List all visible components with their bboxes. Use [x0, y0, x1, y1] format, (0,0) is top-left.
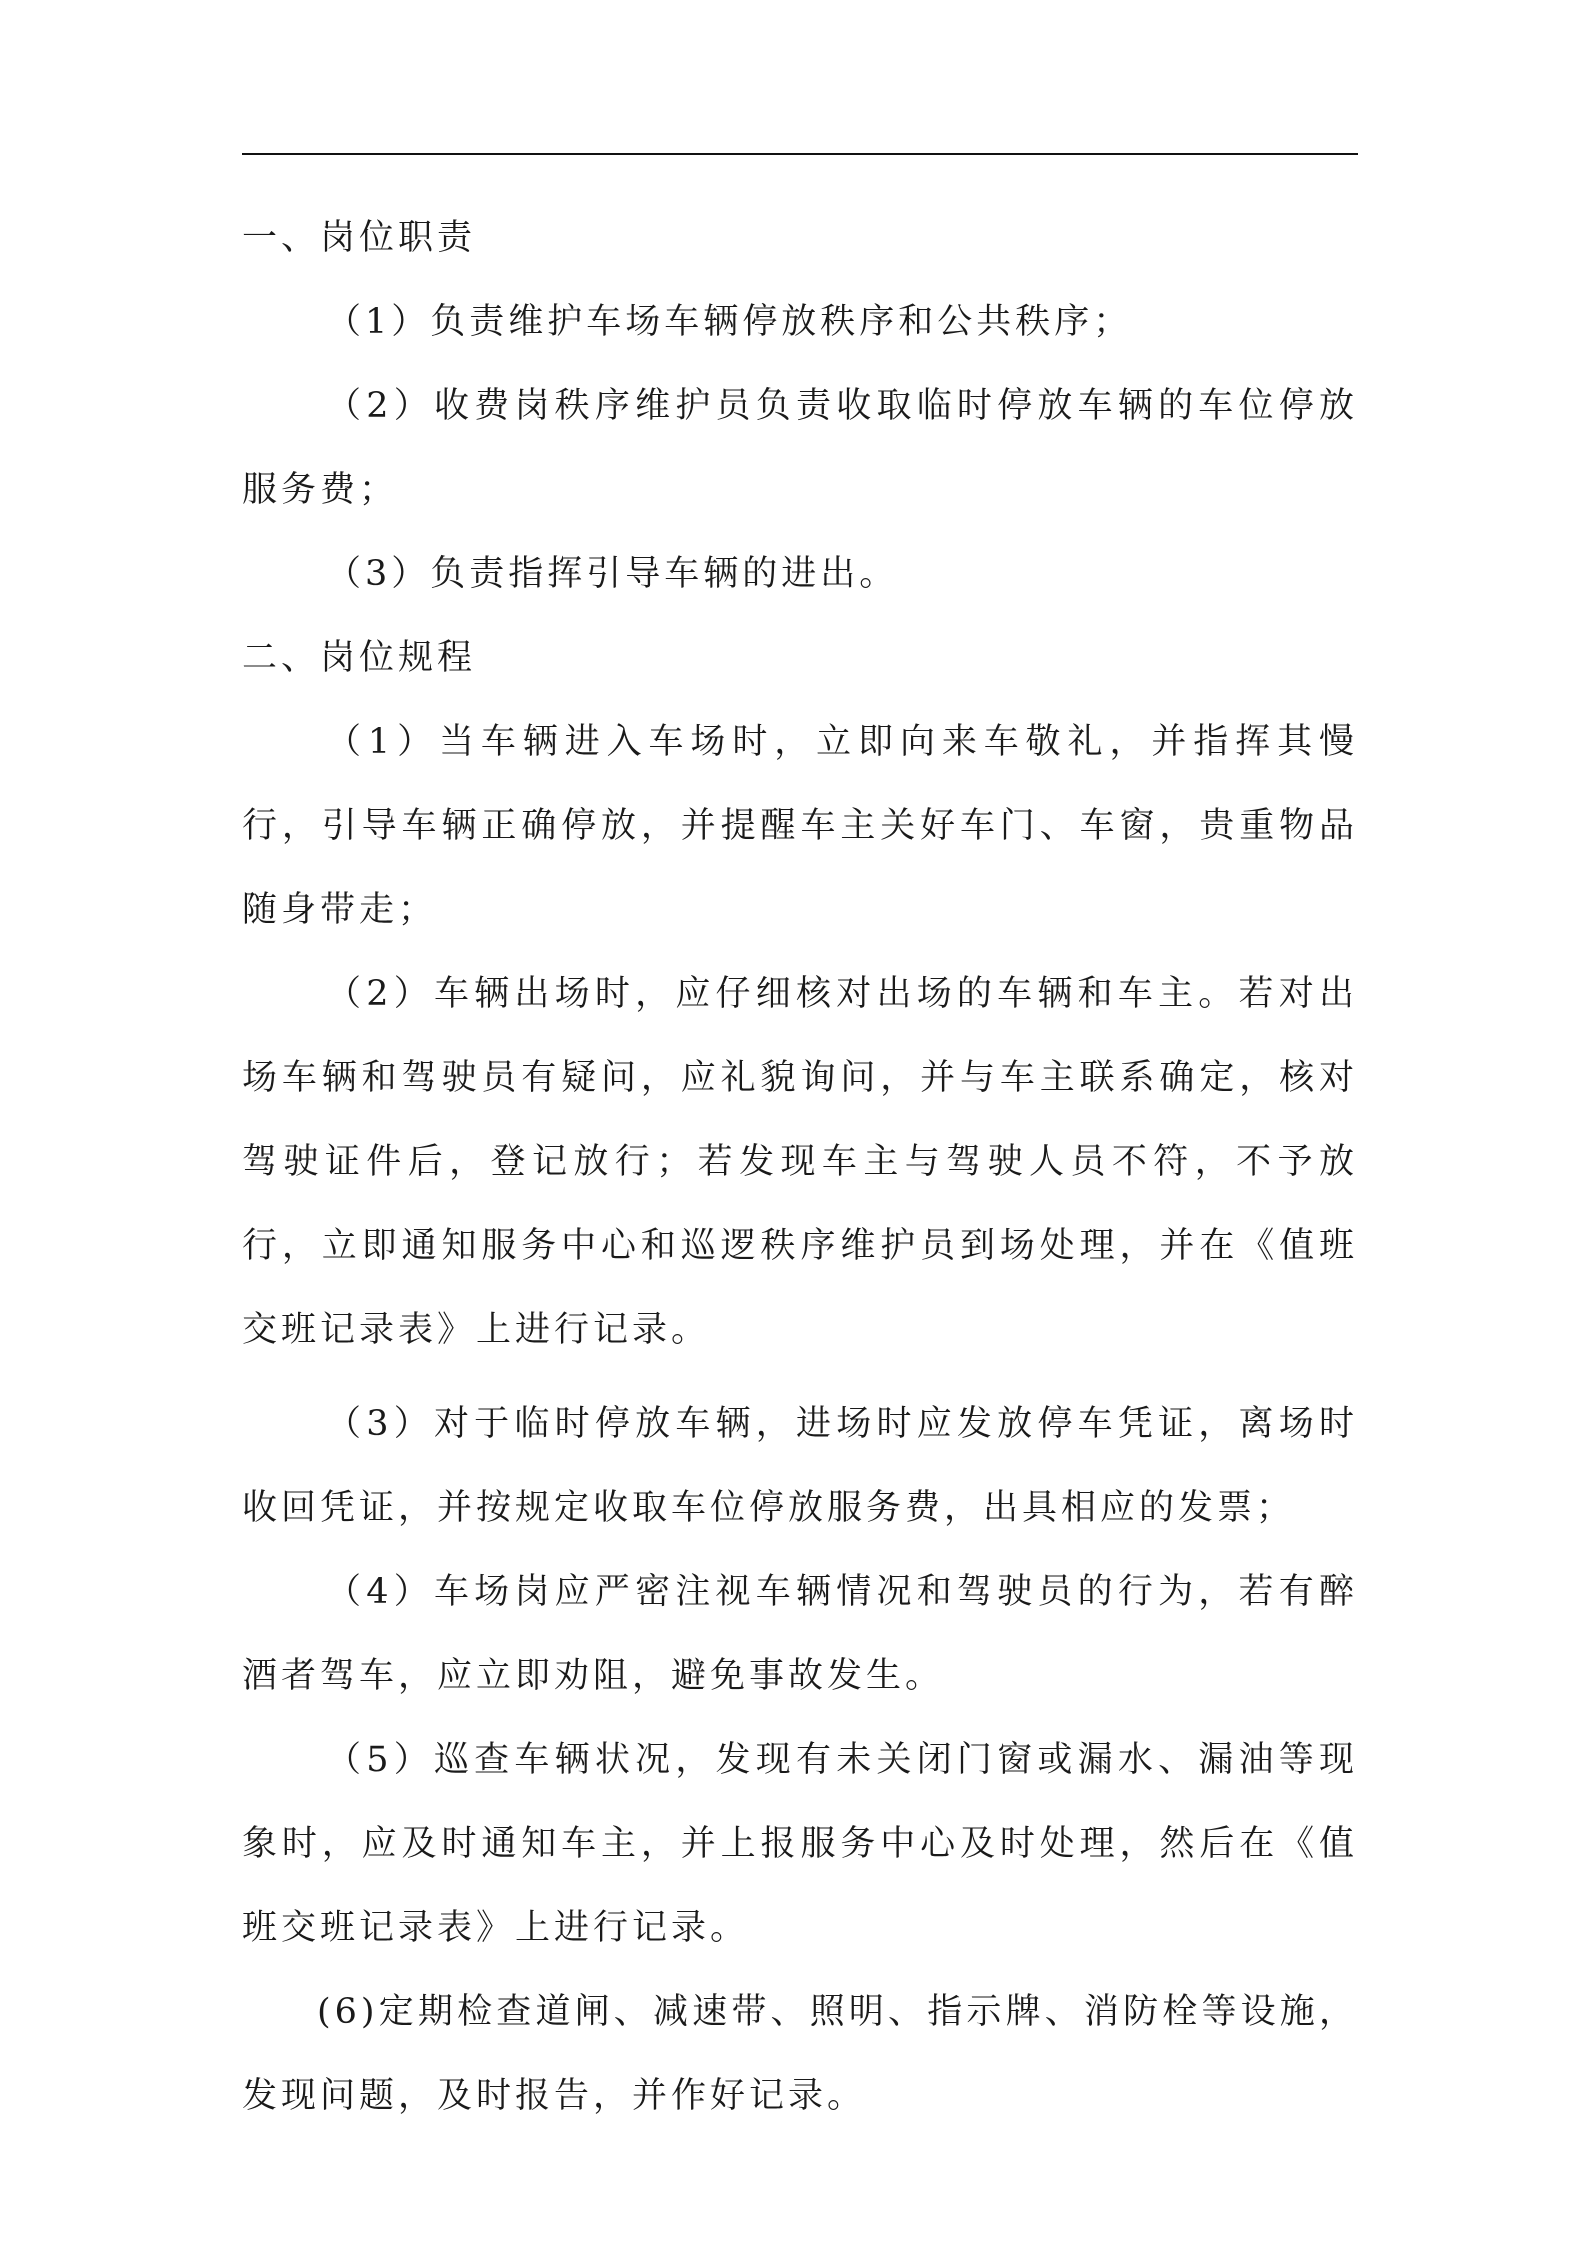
procedure-item-6: (6)定期检查道闸、减速带、照明、指示牌、消防栓等设施，发现问题，及时报告，并作好记录。 — [242, 1992, 1358, 2116]
duty-item-3: （3）负责指挥引导车辆的进出。 — [326, 554, 899, 594]
procedure-item-3: （3）对于临时停放车辆，进场时应发放停车凭证，离场时收回凭证，并按规定收取车位停放服务费，出具相应的发票； — [242, 1404, 1358, 1528]
duty-item-2: （2）收费岗秩序维护员负责收取临时停放车辆的车位停放服务费； — [242, 386, 1358, 510]
section-heading-procedures: 二、岗位规程 — [242, 638, 477, 678]
document-body — [242, 196, 1358, 2138]
procedure-item-2: （2）车辆出场时，应仔细核对出场的车辆和车主。若对出场车辆和驾驶员有疑问，应礼貌询问，并与车主联系确定，核对驾驶证件后，登记放行；若发现车主与驾驶人员不符，不予放行，立即通知服务中心和巡逻秩序维护员到场处理，并在《值班交班记录表》上进行记录。 — [242, 974, 1358, 1350]
procedure-item-4: （4）车场岗应严密注视车辆情况和驾驶员的行为，若有醉酒者驾车，应立即劝阻，避免事故发生。 — [242, 1572, 1358, 1696]
duty-item-1: （1）负责维护车场车辆停放秩序和公共秩序； — [326, 302, 1133, 342]
header-divider — [242, 153, 1358, 155]
section-heading-duties: 一、岗位职责 — [242, 218, 477, 258]
procedure-item-5: （5）巡查车辆状况，发现有未关闭门窗或漏水、漏油等现象时，应及时通知车主，并上报服务中心及时处理，然后在《值班交班记录表》上进行记录。 — [242, 1740, 1358, 1948]
procedure-item-1: （1）当车辆进入车场时，立即向来车敬礼，并指挥其慢行，引导车辆正确停放，并提醒车主关好车门、车窗，贵重物品随身带走； — [242, 722, 1358, 930]
